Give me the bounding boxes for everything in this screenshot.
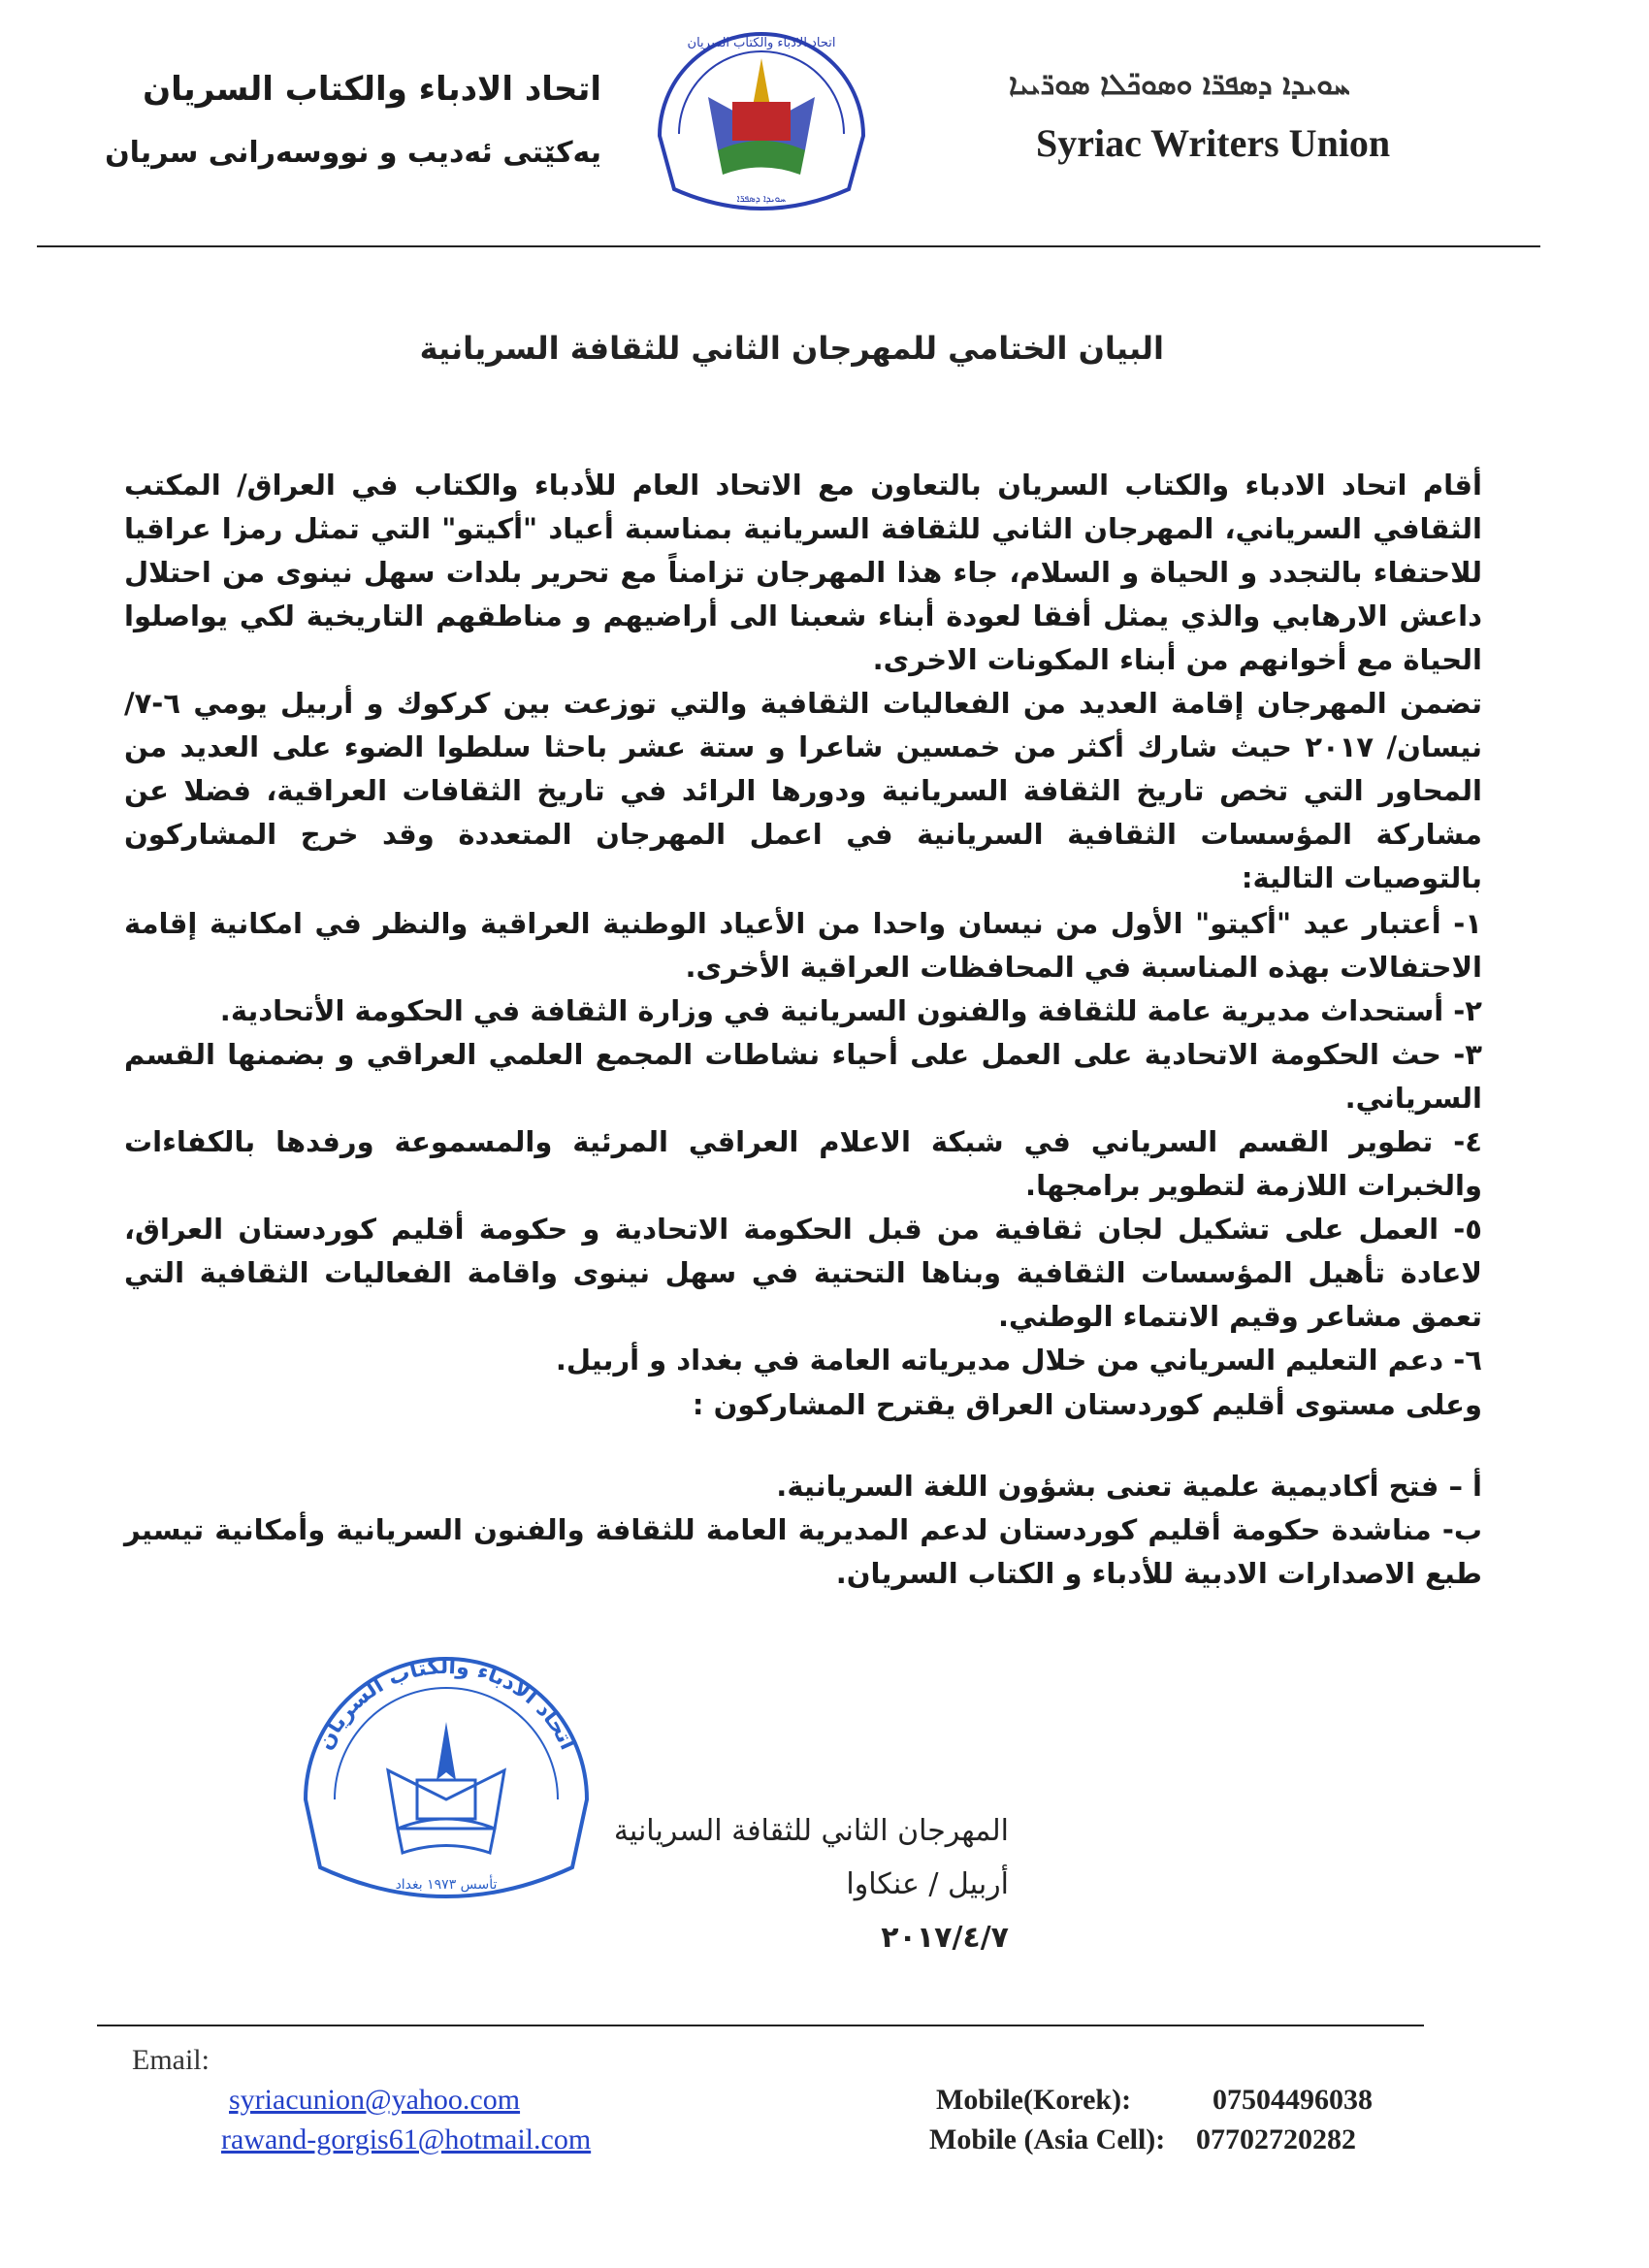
mobile-korek-number: 07504496038 xyxy=(1212,2084,1373,2116)
union-name-arabic: اتحاد الادباء والكتاب السريان xyxy=(143,70,601,109)
recommendation-item: ٤- تطوير القسم السرياني في شبكة الاعلام العراقي المرئية والمسموعة ورفدها بالكفاءات والخبرات اللازمة لتطوير برامجها. xyxy=(124,1125,1482,1202)
union-name-kurdish: يەكێتی ئەديب و نووسەرانی سريان xyxy=(105,136,601,170)
email-link-yahoo[interactable]: syriacunion@yahoo.com xyxy=(229,2084,521,2116)
email-label: Email: xyxy=(132,2044,210,2076)
footer-divider xyxy=(97,2025,1424,2026)
recommendation-item: ٢- أستحداث مديرية عامة للثقافة والفنون السريانية في وزارة الثقافة في الحكومة الأتحادية. xyxy=(219,994,1482,1027)
mobile-asiacell-label: Mobile (Asia Cell): xyxy=(929,2123,1166,2155)
signature-date: ٢٠١٧/٤/٧ xyxy=(881,1921,1009,1955)
kurdistan-lead xyxy=(124,1383,1482,1427)
recommendation-item: ٦- دعم التعليم السرياني من خلال مديرياته العامة في بغداد و أربيل. xyxy=(555,1344,1482,1377)
signature-place: أربيل / عنكاوا xyxy=(846,1867,1009,1901)
recommendation-item: ١- أعتبار عيد "أكيتو" الأول من نيسان واحدا من الأعياد الوطنية العراقية والنظر في امكانية إقامة الاحتفالات بهذه المناسبة في المحافظات العراقية الأخرى. xyxy=(124,907,1482,984)
union-name-syriac: ܚܘܝܕܐ ܕܣܦܪ̈ܐ ܘܣܘܟ̈ܠܐ ܣܘܪ̈ܝܝܐ xyxy=(1009,68,1350,102)
svg-text:اتحاد الادباء والكتاب السريان: اتحاد الادباء والكتاب السريان xyxy=(687,36,836,50)
mobile-korek-label: Mobile(Korek): xyxy=(936,2084,1132,2116)
svg-text:تأسس ١٩٧٣ بغداد: تأسس ١٩٧٣ بغداد xyxy=(395,1877,498,1893)
svg-text:اتحاد الادباء والكتاب السريان: اتحاد الادباء والكتاب السريان xyxy=(312,1654,580,1754)
kurdistan-item: أ – فتح أكاديمية علمية تعنى بشؤون اللغة السريانية. xyxy=(776,1470,1482,1503)
signature-festival: المهرجان الثاني للثقافة السريانية xyxy=(613,1814,1009,1848)
intro-paragraph: أقام اتحاد الادباء والكتاب السريان بالتعاون مع الاتحاد العام للأدباء والكتاب في العراق/ المكتب الثقافي السرياني، المهرجان الثاني للثقافة السريانية بمناسبة أعياد "أكيتو" التي تمثل رمزا عراقيا للاحتفاء بالتجدد و الحياة و السلام، جاء هذا المهرجان تزامناً مع تحرير بلدات سهل نينوى من احتلال داعش الارهابي والذي يمثل أفقا لعودة أبناء شعبنا الى أراضيهم و مناطقهم التاريخية لكي يواصلوا الحياة مع أخوانهم من أبناء المكونات الاخرى. xyxy=(124,469,1482,676)
recommendation-item: ٥- العمل على تشكيل لجان ثقافية من قبل الحكومة الاتحادية و حكومة أقليم كوردستان العراق، لاعادة تأهيل المؤسسات الثقافية وبناها التحتية في سهل نينوى واقامة الفعاليات الثقافية التي تعمق مشاعر وقيم الانتماء الوطني. xyxy=(124,1213,1482,1333)
intro-section xyxy=(124,464,1482,900)
statement-title: البيان الختامي للمهرجان الثاني للثقافة السريانية xyxy=(419,330,1164,367)
header-divider xyxy=(37,245,1540,247)
recommendation-item: ٣- حث الحكومة الاتحادية على العمل على أحياء نشاطات المجمع العلمي العراقي و بضمنها القسم السرياني. xyxy=(124,1038,1482,1115)
union-logo xyxy=(640,19,883,228)
svg-text:ܚܘܝܕܐ ܕܣܦܪ̈ܐ: ܚܘܝܕܐ ܕܣܦܪ̈ܐ xyxy=(736,194,787,205)
kurdistan-item: ب- مناشدة حكومة أقليم كوردستان لدعم المديرية العامة للثقافة والفنون السريانية وأمكانية تيسير طبع الاصدارات الادبية للأدباء و الكتاب السريان. xyxy=(124,1513,1482,1590)
recommendations-list xyxy=(124,902,1482,1382)
intro-paragraph: تضمن المهرجان إقامة العديد من الفعاليات الثقافية والتي توزعت بين كركوك و أربيل يومي ٦-٧/نيسان/ ٢٠١٧ حيث شارك أكثر من خمسين شاعرا و ستة عشر باحثا سلطوا الضوء على العديد من المحاور التي تخص تاريخ الثقافة السريانية ودورها الرائد في تاريخ الثقافات العراقية، فضلا عن مشاركة المؤسسات الثقافية السريانية في اعمل المهرجان المتعددة وقد خرج المشاركون بالتوصيات التالية: xyxy=(124,687,1482,894)
mobile-asiacell-number: 07702720282 xyxy=(1196,2123,1356,2155)
kurdistan-lead-text: وعلى مستوى أقليم كوردستان العراق يقترح المشاركون : xyxy=(692,1388,1482,1421)
email-link-hotmail[interactable]: rawand-gorgis61@hotmail.com xyxy=(221,2123,592,2155)
union-name-english: Syriac Writers Union xyxy=(1036,121,1391,165)
kurdistan-proposals xyxy=(124,1465,1482,1596)
